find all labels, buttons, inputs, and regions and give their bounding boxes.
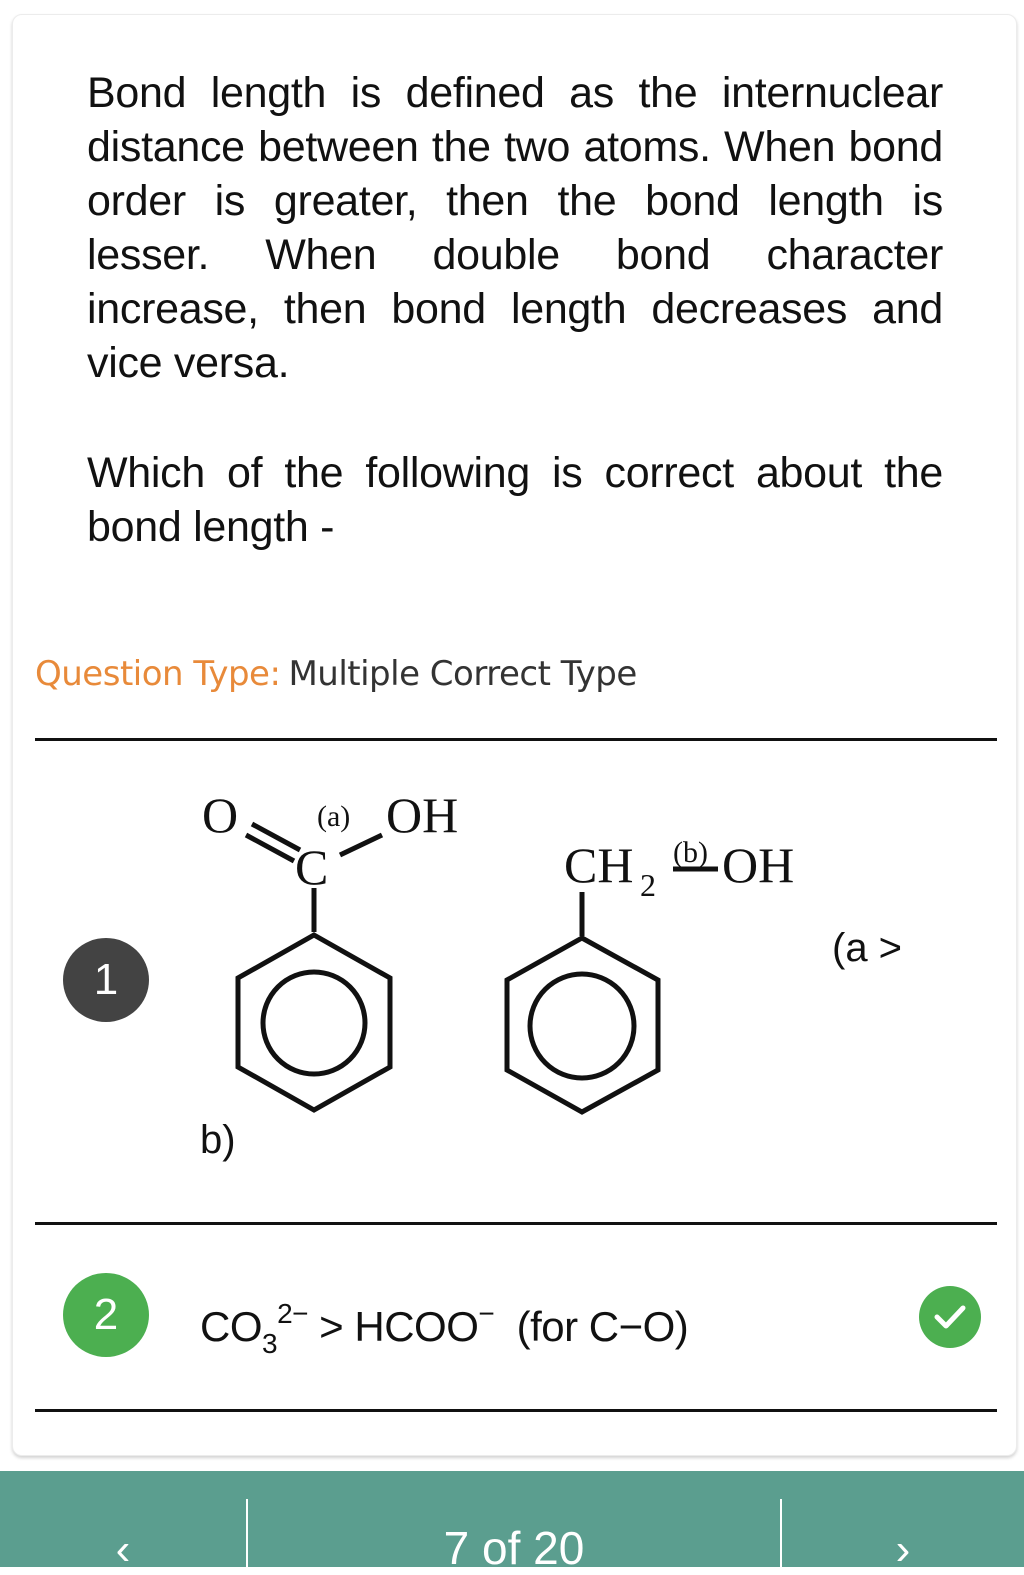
- divider: [35, 1222, 997, 1225]
- option-1-number: 1: [93, 955, 119, 1004]
- option-1-comparison: (a >: [832, 926, 903, 970]
- formula-note: (for C−O): [494, 1303, 689, 1350]
- option-2-number: 2: [93, 1290, 119, 1339]
- hydroxyl-label: OH: [386, 787, 459, 843]
- question-passage: Bond length is defined as the internuclear distance between the two atoms. When bond order is greater, then the bond length is lesser. When double bond character increase, then bond length decreases and vice versa.: [87, 69, 943, 387]
- formula-carbonate: CO: [200, 1303, 262, 1350]
- correct-check-badge: [919, 1286, 981, 1348]
- question-prompt: Which of the following is correct about the bond length -: [87, 449, 943, 551]
- question-type-label: Question Type:: [35, 654, 281, 694]
- bond-a-label: (a): [317, 800, 351, 833]
- option-1-trailing: b): [200, 1118, 236, 1162]
- oxygen-label: O: [202, 787, 239, 843]
- question-type-value: Multiple Correct Type: [288, 654, 637, 694]
- formula-subscript: 3: [262, 1328, 278, 1359]
- formula-charge-2: −: [478, 1298, 495, 1329]
- option-2-badge[interactable]: [63, 1273, 149, 1357]
- option-1-badge[interactable]: [63, 938, 149, 1022]
- chevron-right-icon: ›: [895, 1525, 911, 1574]
- benzyl-alcohol-structure: [490, 820, 820, 1120]
- previous-question-button[interactable]: [0, 1471, 246, 1574]
- chevron-left-icon: ‹: [115, 1525, 131, 1574]
- divider: [35, 1409, 997, 1412]
- ch2-subscript: 2: [640, 867, 656, 903]
- next-question-button[interactable]: [782, 1471, 1024, 1574]
- pagination-bar: [0, 1471, 1024, 1574]
- bond-b-label: (b): [673, 836, 708, 869]
- formula-formate: > HCOO: [308, 1303, 479, 1350]
- divider: [35, 738, 997, 741]
- ch2-label: CH: [564, 837, 634, 893]
- question-type: [35, 652, 637, 696]
- check-icon: [932, 1302, 968, 1332]
- option-2-text[interactable]: [200, 1286, 688, 1372]
- benzoic-acid-structure: [190, 780, 490, 1120]
- formula-charge: 2−: [277, 1298, 309, 1329]
- page-indicator: 7 of 20: [443, 1522, 585, 1574]
- carbon-label: C: [295, 839, 329, 895]
- hydroxyl-label: OH: [722, 837, 795, 893]
